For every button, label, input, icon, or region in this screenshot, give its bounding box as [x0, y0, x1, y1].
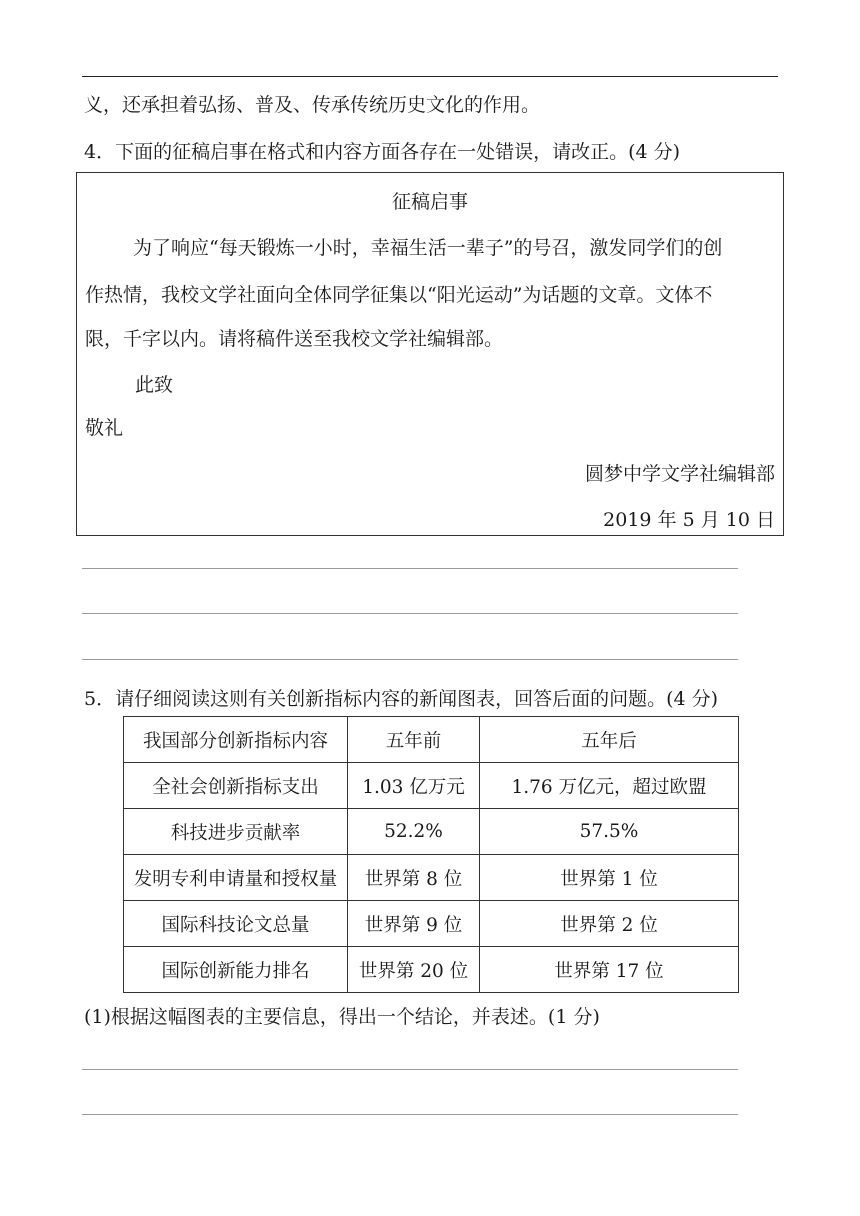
table-header-cell: 五年后: [480, 717, 739, 763]
table-cell: 世界第 17 位: [480, 947, 739, 993]
answer-line[interactable]: [82, 1069, 738, 1070]
table-cell: 1.76 万亿元，超过欧盟: [480, 763, 739, 809]
table-cell: 52.2%: [348, 809, 480, 855]
notice-body-line-3: 限，千字以内。请将稿件送至我校文学社编辑部。: [85, 328, 504, 350]
table-cell: 1.03 亿万元: [348, 763, 480, 809]
table-row: [124, 763, 739, 809]
answer-line[interactable]: [82, 1114, 738, 1115]
notice-date: 2019 年 5 月 10 日: [603, 509, 775, 531]
answer-line[interactable]: [82, 613, 738, 614]
table-row: [124, 947, 739, 993]
table-cell: 国际创新能力排名: [124, 947, 348, 993]
notice-box: [76, 172, 784, 536]
question-5-sub-1: (1)根据这幅图表的主要信息，得出一个结论，并表述。(1 分): [84, 1006, 600, 1028]
table-cell: 全社会创新指标支出: [124, 763, 348, 809]
question-5-prompt: 5．请仔细阅读这则有关创新指标内容的新闻图表，回答后面的问题。(4 分): [84, 688, 719, 710]
notice-closing-2: 敬礼: [85, 417, 124, 439]
header-rule: [82, 76, 778, 77]
table-cell: 世界第 9 位: [348, 901, 480, 947]
answer-line[interactable]: [82, 659, 738, 660]
table-cell: 世界第 20 位: [348, 947, 480, 993]
table-cell: 世界第 1 位: [480, 855, 739, 901]
table-row: [124, 855, 739, 901]
table-cell: 57.5%: [480, 809, 739, 855]
notice-signature: 圆梦中学文学社编辑部: [584, 463, 775, 485]
continuation-text: 义，还承担着弘扬、普及、传承传统历史文化的作用。: [84, 94, 541, 116]
answer-line[interactable]: [82, 568, 738, 569]
question-4-prompt: 4．下面的征稿启事在格式和内容方面各存在一处错误，请改正。(4 分): [84, 141, 681, 163]
table-row: [124, 901, 739, 947]
table-header-cell: 我国部分创新指标内容: [124, 717, 348, 763]
innovation-table: [123, 716, 739, 993]
notice-body-line-2: 作热情，我校文学社面向全体同学征集以“阳光运动”为话题的文章。文体不: [85, 284, 713, 306]
notice-title: 征稿启事: [391, 191, 468, 213]
table-cell: 科技进步贡献率: [124, 809, 348, 855]
notice-closing-1: 此致: [135, 374, 174, 396]
table-header-row: [124, 717, 739, 763]
table-cell: 世界第 8 位: [348, 855, 480, 901]
table-row: [124, 809, 739, 855]
table-header-cell: 五年前: [348, 717, 480, 763]
table-cell: 发明专利申请量和授权量: [124, 855, 348, 901]
table-cell: 国际科技论文总量: [124, 901, 348, 947]
notice-body-line-1: 为了响应“每天锻炼一小时，幸福生活一辈子”的号召，激发同学们的创: [133, 237, 723, 259]
table-cell: 世界第 2 位: [480, 901, 739, 947]
